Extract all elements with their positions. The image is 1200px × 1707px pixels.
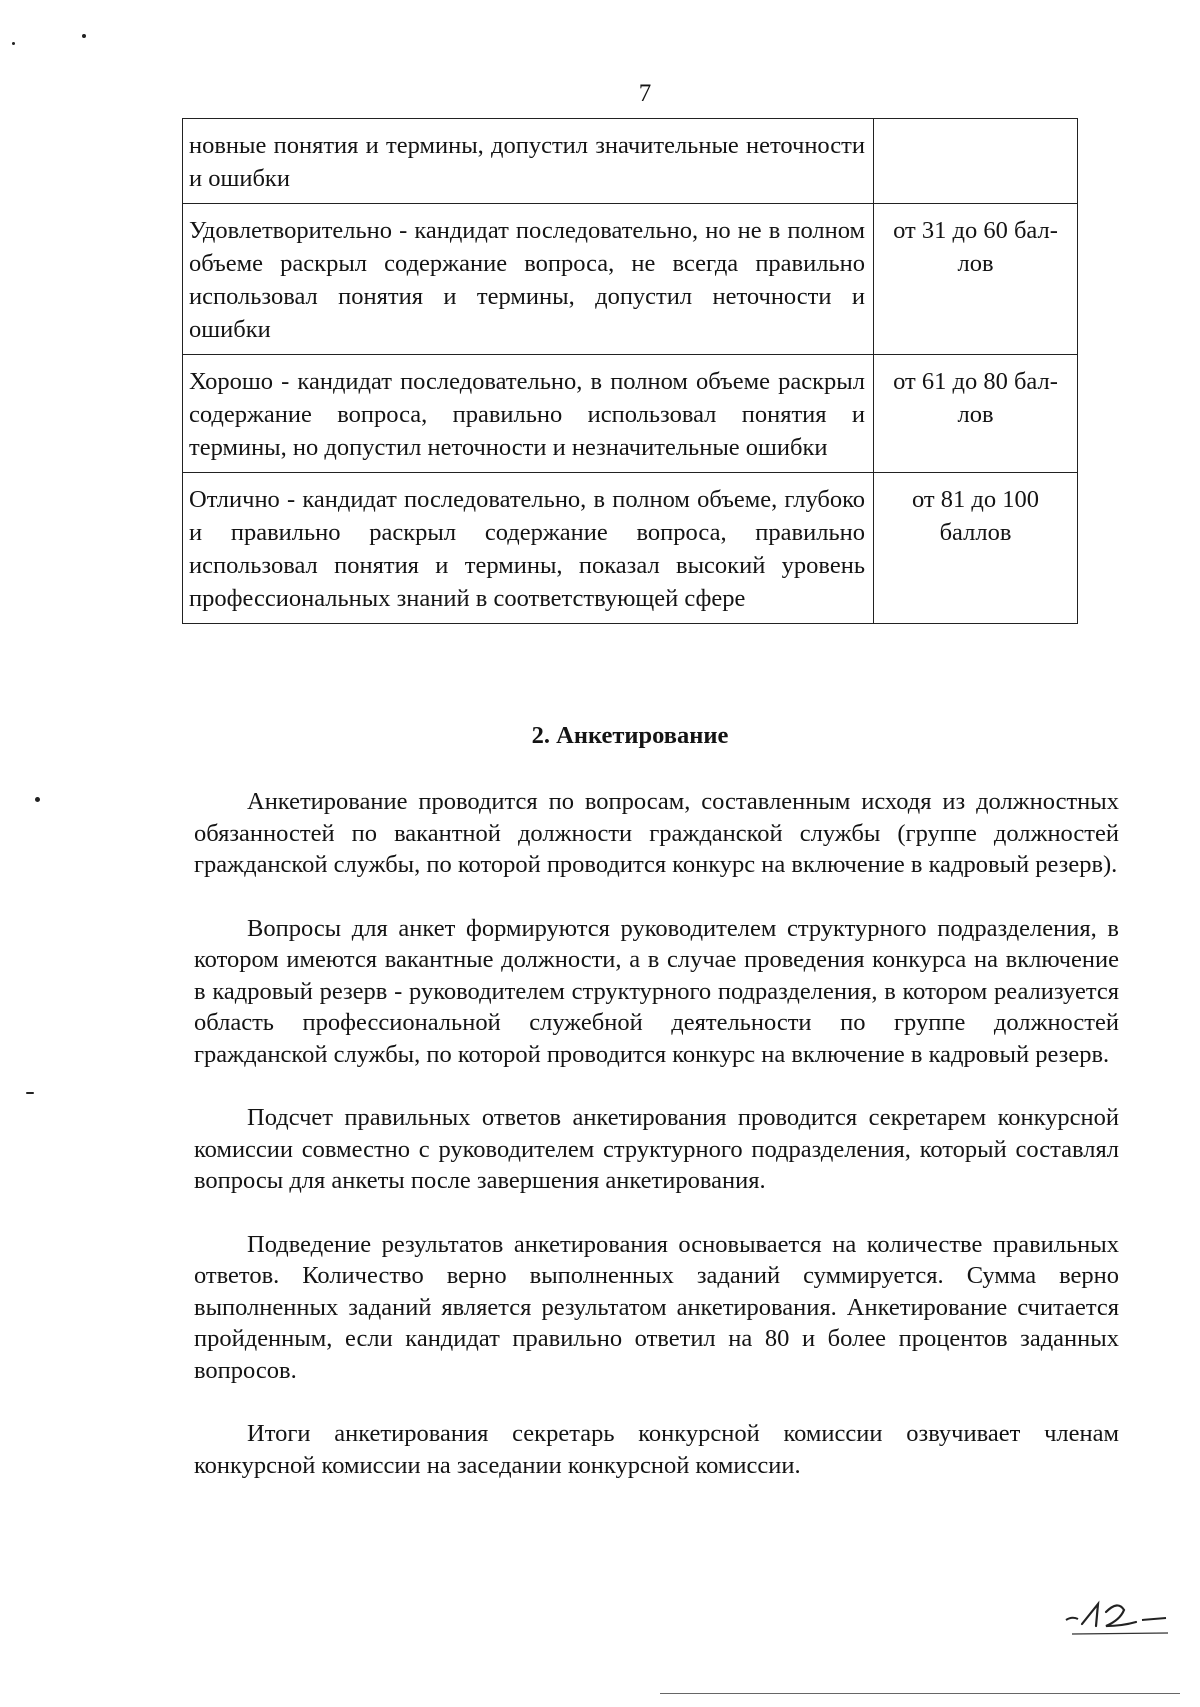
table-row [183, 473, 1078, 624]
criteria-description: Хорошо - кандидат последовательно, в полном объеме раскрыл содержание вопроса, правильно использовал понятия и термины, но допустил неточности и незначительные ошибки [183, 355, 874, 473]
criteria-description: новные понятия и термины, допустил значительные неточности и ошибки [183, 119, 874, 204]
table-row [183, 119, 1078, 204]
scan-edge-line [660, 1693, 1180, 1694]
scan-speck [35, 797, 40, 802]
table-row [183, 204, 1078, 355]
evaluation-criteria-table [182, 118, 1078, 624]
paragraph: Подсчет правильных ответов анкетирования проводится секретарем конкурсной комиссии совместно с руководителем структурного подразделения, который составлял вопросы для анкеты после завершения анкетирования. [194, 1104, 1119, 1194]
criteria-description: Отлично - кандидат последовательно, в полном объеме, глубоко и правильно раскрыл содержание вопроса, правильно использовал понятия и термины, показал высокий уровень профессиональных знаний в соответствующей сфере [183, 473, 874, 624]
paragraph: Итоги анкетирования секретарь конкурсной комиссии озвучивает членам конкурсной комиссии на заседании конкурсной комиссии. [194, 1420, 1119, 1479]
criteria-score: от 61 до 80 баллов [874, 355, 1078, 473]
criteria-score [874, 119, 1078, 204]
criteria-score: от 81 до 100 баллов [874, 473, 1078, 624]
criteria-score: от 31 до 60 баллов [874, 204, 1078, 355]
section-body [194, 786, 1119, 1513]
scan-speck [26, 1092, 34, 1094]
criteria-description: Удовлетворительно - кандидат последовательно, но не в полном объеме раскрыл содержание вопроса, не всегда правильно использовал понятия и термины, допустил неточности и ошибки [183, 204, 874, 355]
scan-speck [82, 34, 86, 38]
page-number: 7 [638, 80, 652, 107]
section-title: 2. Анкетирование [531, 722, 729, 749]
table-row [183, 355, 1078, 473]
paragraph: Подведение результатов анкетирования основывается на количестве правильных ответов. Количество верно выполненных заданий суммируется. Сумма верно выполненных заданий является результатом анкетирования. Анкетирование считается пройденным, если кандидат правильно ответил на 80 и более процентов заданных вопросов. [194, 1230, 1119, 1384]
paragraph: Вопросы для анкет формируются руководителем структурного подразделения, в котором имеются вакантные должности, а в случае проведения конкурса на включение в кадровый резерв - руководителем структурного подразделения, в котором реализуется область профессиональной служебной деятельности по группе должностей гражданской службы, по которой проводится конкурс на включение в кадровый резерв. [194, 914, 1119, 1068]
paragraph: Анкетирование проводится по вопросам, составленным исходя из должностных обязанностей по вакантной должности гражданской службы (группе должностей гражданской службы, по которой проводится конкурс на включение в кадровый резерв). [194, 788, 1119, 878]
handwritten-page-number [1062, 1596, 1172, 1636]
scan-speck [12, 42, 15, 45]
